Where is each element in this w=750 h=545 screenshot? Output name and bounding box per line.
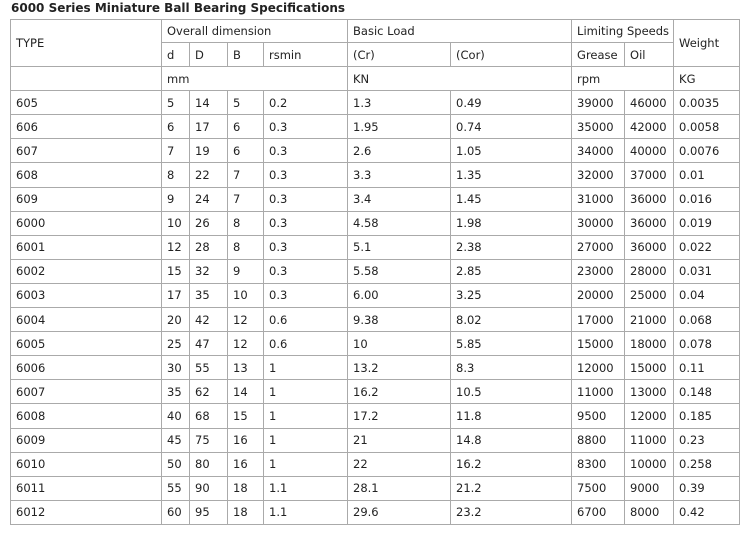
- cell-rsmin: 0.3: [264, 187, 348, 211]
- cell-type: 6001: [11, 235, 162, 259]
- cell-oil: 13000: [625, 380, 674, 404]
- cell-cor: 0.74: [451, 115, 572, 139]
- cell-oil: 36000: [625, 211, 674, 235]
- cell-cor: 14.8: [451, 428, 572, 452]
- header-cr: (Cr): [348, 43, 451, 67]
- cell-type: 6008: [11, 404, 162, 428]
- cell-grease: 27000: [572, 235, 625, 259]
- cell-weight: 0.0076: [674, 139, 740, 163]
- cell-B: 8: [228, 211, 264, 235]
- cell-grease: 11000: [572, 380, 625, 404]
- cell-rsmin: 1: [264, 404, 348, 428]
- table-row: [11, 452, 740, 476]
- table-row: [11, 163, 740, 187]
- header-B: B: [228, 43, 264, 67]
- cell-grease: 8300: [572, 452, 625, 476]
- cell-oil: 12000: [625, 404, 674, 428]
- cell-type: 6011: [11, 476, 162, 500]
- cell-d: 60: [162, 500, 190, 524]
- cell-B: 7: [228, 163, 264, 187]
- cell-cor: 23.2: [451, 500, 572, 524]
- cell-B: 16: [228, 428, 264, 452]
- cell-cr: 21: [348, 428, 451, 452]
- header-rsmin: rsmin: [264, 43, 348, 67]
- cell-grease: 32000: [572, 163, 625, 187]
- page-title: 6000 Series Miniature Ball Bearing Specifications: [11, 1, 346, 15]
- cell-cor: 5.85: [451, 332, 572, 356]
- cell-weight: 0.01: [674, 163, 740, 187]
- header-limiting-speeds: Limiting Speeds: [572, 20, 674, 43]
- cell-D: 26: [190, 211, 228, 235]
- table-row: [11, 500, 740, 524]
- cell-d: 40: [162, 404, 190, 428]
- table-row: [11, 139, 740, 163]
- cell-cr: 9.38: [348, 308, 451, 332]
- cell-rsmin: 0.3: [264, 211, 348, 235]
- unit-speed: rpm: [572, 67, 674, 91]
- cell-d: 25: [162, 332, 190, 356]
- cell-oil: 10000: [625, 452, 674, 476]
- cell-oil: 18000: [625, 332, 674, 356]
- cell-oil: 37000: [625, 163, 674, 187]
- cell-type: 6003: [11, 283, 162, 307]
- cell-cr: 29.6: [348, 500, 451, 524]
- cell-rsmin: 1: [264, 452, 348, 476]
- cell-B: 6: [228, 115, 264, 139]
- cell-weight: 0.0058: [674, 115, 740, 139]
- cell-weight: 0.016: [674, 187, 740, 211]
- cell-D: 42: [190, 308, 228, 332]
- cell-cor: 2.38: [451, 235, 572, 259]
- cell-B: 12: [228, 332, 264, 356]
- cell-D: 17: [190, 115, 228, 139]
- cell-cr: 13.2: [348, 356, 451, 380]
- cell-rsmin: 0.2: [264, 91, 348, 115]
- cell-grease: 30000: [572, 211, 625, 235]
- cell-type: 607: [11, 139, 162, 163]
- cell-cor: 21.2: [451, 476, 572, 500]
- cell-cor: 3.25: [451, 283, 572, 307]
- cell-cor: 2.85: [451, 259, 572, 283]
- cell-d: 9: [162, 187, 190, 211]
- cell-D: 80: [190, 452, 228, 476]
- cell-weight: 0.078: [674, 332, 740, 356]
- cell-cr: 1.3: [348, 91, 451, 115]
- table-row: [11, 332, 740, 356]
- cell-d: 55: [162, 476, 190, 500]
- cell-cr: 5.58: [348, 259, 451, 283]
- header-basic-load: Basic Load: [348, 20, 572, 43]
- cell-cr: 3.3: [348, 163, 451, 187]
- cell-D: 32: [190, 259, 228, 283]
- header-weight: Weight: [674, 20, 740, 67]
- cell-D: 95: [190, 500, 228, 524]
- header-row-units: [11, 67, 740, 91]
- cell-D: 55: [190, 356, 228, 380]
- cell-oil: 15000: [625, 356, 674, 380]
- cell-cor: 8.02: [451, 308, 572, 332]
- cell-weight: 0.148: [674, 380, 740, 404]
- cell-grease: 12000: [572, 356, 625, 380]
- cell-type: 6007: [11, 380, 162, 404]
- cell-weight: 0.23: [674, 428, 740, 452]
- unit-weight: KG: [674, 67, 740, 91]
- cell-rsmin: 1.1: [264, 500, 348, 524]
- cell-weight: 0.068: [674, 308, 740, 332]
- cell-weight: 0.0035: [674, 91, 740, 115]
- cell-cor: 10.5: [451, 380, 572, 404]
- cell-D: 68: [190, 404, 228, 428]
- cell-type: 6005: [11, 332, 162, 356]
- table-row: [11, 211, 740, 235]
- cell-cr: 3.4: [348, 187, 451, 211]
- header-cor: (Cor): [451, 43, 572, 67]
- cell-cr: 6.00: [348, 283, 451, 307]
- cell-rsmin: 0.3: [264, 235, 348, 259]
- cell-d: 30: [162, 356, 190, 380]
- cell-oil: 11000: [625, 428, 674, 452]
- cell-d: 20: [162, 308, 190, 332]
- cell-type: 605: [11, 91, 162, 115]
- cell-rsmin: 1: [264, 428, 348, 452]
- cell-grease: 15000: [572, 332, 625, 356]
- unit-dimension: mm: [162, 67, 348, 91]
- cell-B: 13: [228, 356, 264, 380]
- cell-d: 6: [162, 115, 190, 139]
- cell-d: 10: [162, 211, 190, 235]
- cell-D: 28: [190, 235, 228, 259]
- cell-B: 7: [228, 187, 264, 211]
- cell-grease: 31000: [572, 187, 625, 211]
- cell-d: 50: [162, 452, 190, 476]
- cell-cor: 1.05: [451, 139, 572, 163]
- cell-cr: 5.1: [348, 235, 451, 259]
- cell-D: 19: [190, 139, 228, 163]
- cell-type: 6009: [11, 428, 162, 452]
- cell-weight: 0.39: [674, 476, 740, 500]
- cell-D: 75: [190, 428, 228, 452]
- cell-B: 15: [228, 404, 264, 428]
- cell-grease: 39000: [572, 91, 625, 115]
- cell-d: 15: [162, 259, 190, 283]
- table-row: [11, 235, 740, 259]
- table-row: [11, 428, 740, 452]
- cell-cr: 10: [348, 332, 451, 356]
- cell-cor: 8.3: [451, 356, 572, 380]
- cell-cr: 17.2: [348, 404, 451, 428]
- cell-grease: 35000: [572, 115, 625, 139]
- cell-oil: 28000: [625, 259, 674, 283]
- cell-d: 17: [162, 283, 190, 307]
- header-grease: Grease: [572, 43, 625, 67]
- cell-cr: 16.2: [348, 380, 451, 404]
- header-d: d: [162, 43, 190, 67]
- cell-type: 6006: [11, 356, 162, 380]
- table-row: [11, 476, 740, 500]
- cell-d: 12: [162, 235, 190, 259]
- cell-type: 6000: [11, 211, 162, 235]
- cell-D: 22: [190, 163, 228, 187]
- cell-B: 10: [228, 283, 264, 307]
- cell-cor: 11.8: [451, 404, 572, 428]
- cell-D: 35: [190, 283, 228, 307]
- cell-B: 9: [228, 259, 264, 283]
- cell-oil: 36000: [625, 187, 674, 211]
- cell-type: 608: [11, 163, 162, 187]
- cell-type: 609: [11, 187, 162, 211]
- cell-D: 62: [190, 380, 228, 404]
- cell-grease: 8800: [572, 428, 625, 452]
- header-oil: Oil: [625, 43, 674, 67]
- table-row: [11, 283, 740, 307]
- cell-cor: 1.35: [451, 163, 572, 187]
- cell-cor: 16.2: [451, 452, 572, 476]
- table-row: [11, 187, 740, 211]
- units-type-blank: [11, 67, 162, 91]
- cell-oil: 25000: [625, 283, 674, 307]
- cell-grease: 34000: [572, 139, 625, 163]
- cell-oil: 8000: [625, 500, 674, 524]
- cell-D: 24: [190, 187, 228, 211]
- cell-d: 35: [162, 380, 190, 404]
- cell-rsmin: 0.3: [264, 283, 348, 307]
- cell-oil: 42000: [625, 115, 674, 139]
- cell-B: 14: [228, 380, 264, 404]
- cell-cor: 0.49: [451, 91, 572, 115]
- cell-type: 6004: [11, 308, 162, 332]
- cell-D: 90: [190, 476, 228, 500]
- cell-B: 18: [228, 476, 264, 500]
- cell-weight: 0.022: [674, 235, 740, 259]
- cell-d: 45: [162, 428, 190, 452]
- table-row: [11, 380, 740, 404]
- cell-cr: 22: [348, 452, 451, 476]
- cell-weight: 0.42: [674, 500, 740, 524]
- cell-rsmin: 0.3: [264, 139, 348, 163]
- cell-type: 6010: [11, 452, 162, 476]
- cell-B: 5: [228, 91, 264, 115]
- table-row: [11, 404, 740, 428]
- cell-type: 6012: [11, 500, 162, 524]
- cell-oil: 46000: [625, 91, 674, 115]
- cell-cr: 4.58: [348, 211, 451, 235]
- cell-weight: 0.185: [674, 404, 740, 428]
- table-row: [11, 115, 740, 139]
- cell-type: 6002: [11, 259, 162, 283]
- table-row: [11, 259, 740, 283]
- cell-cor: 1.98: [451, 211, 572, 235]
- cell-grease: 6700: [572, 500, 625, 524]
- cell-oil: 40000: [625, 139, 674, 163]
- cell-B: 18: [228, 500, 264, 524]
- cell-grease: 7500: [572, 476, 625, 500]
- cell-grease: 20000: [572, 283, 625, 307]
- cell-weight: 0.11: [674, 356, 740, 380]
- header-row-groups: [11, 20, 740, 43]
- cell-cr: 2.6: [348, 139, 451, 163]
- cell-rsmin: 1: [264, 380, 348, 404]
- cell-grease: 23000: [572, 259, 625, 283]
- cell-rsmin: 0.3: [264, 115, 348, 139]
- cell-rsmin: 0.3: [264, 163, 348, 187]
- header-type: TYPE: [11, 20, 162, 67]
- cell-cr: 1.95: [348, 115, 451, 139]
- cell-weight: 0.019: [674, 211, 740, 235]
- cell-B: 12: [228, 308, 264, 332]
- cell-D: 14: [190, 91, 228, 115]
- cell-weight: 0.258: [674, 452, 740, 476]
- header-D: D: [190, 43, 228, 67]
- cell-grease: 17000: [572, 308, 625, 332]
- cell-oil: 36000: [625, 235, 674, 259]
- unit-load: KN: [348, 67, 572, 91]
- cell-grease: 9500: [572, 404, 625, 428]
- cell-rsmin: 0.6: [264, 332, 348, 356]
- cell-oil: 21000: [625, 308, 674, 332]
- cell-B: 8: [228, 235, 264, 259]
- cell-rsmin: 0.6: [264, 308, 348, 332]
- cell-D: 47: [190, 332, 228, 356]
- cell-d: 8: [162, 163, 190, 187]
- table-row: [11, 91, 740, 115]
- cell-oil: 9000: [625, 476, 674, 500]
- cell-rsmin: 1.1: [264, 476, 348, 500]
- cell-d: 5: [162, 91, 190, 115]
- cell-rsmin: 0.3: [264, 259, 348, 283]
- table-row: [11, 356, 740, 380]
- cell-B: 6: [228, 139, 264, 163]
- cell-weight: 0.04: [674, 283, 740, 307]
- table-row: [11, 308, 740, 332]
- cell-weight: 0.031: [674, 259, 740, 283]
- cell-d: 7: [162, 139, 190, 163]
- cell-rsmin: 1: [264, 356, 348, 380]
- spec-table: [10, 19, 740, 525]
- header-overall-dimension: Overall dimension: [162, 20, 348, 43]
- cell-cr: 28.1: [348, 476, 451, 500]
- cell-B: 16: [228, 452, 264, 476]
- cell-type: 606: [11, 115, 162, 139]
- cell-cor: 1.45: [451, 187, 572, 211]
